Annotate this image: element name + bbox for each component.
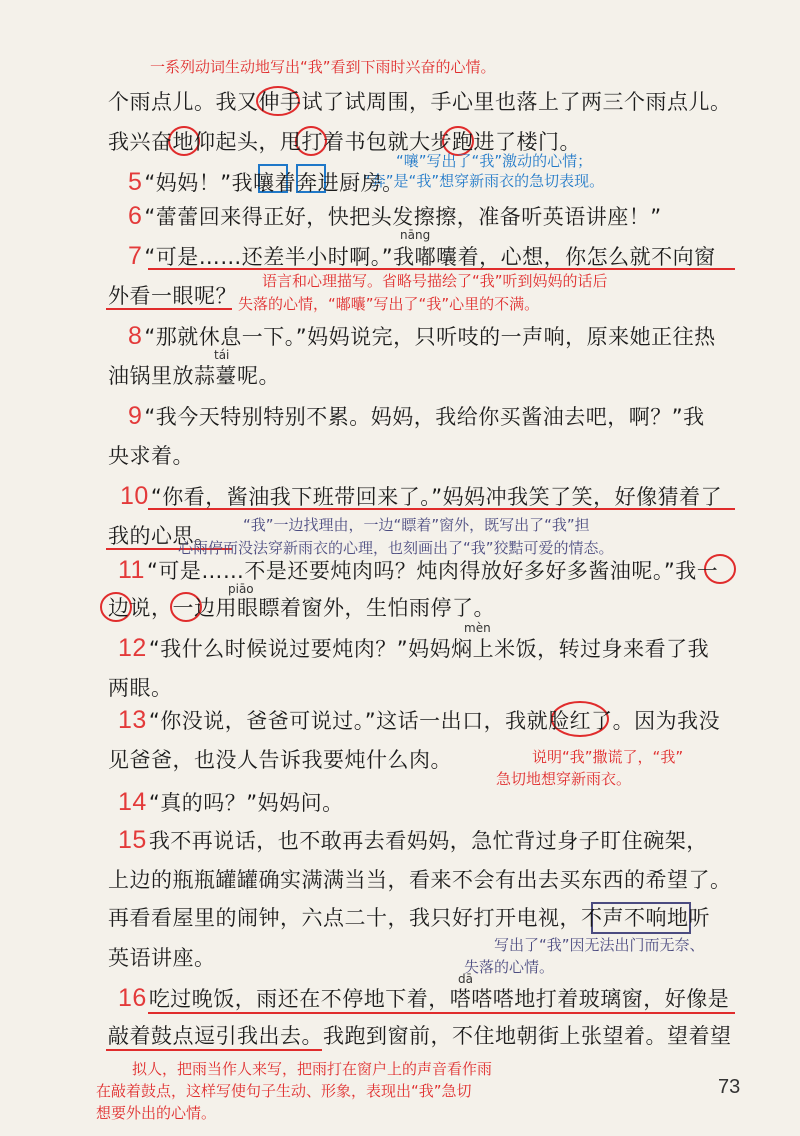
pinyin-annotation: mèn: [464, 621, 491, 635]
annotation-note: 在敲着鼓点，这样写使句子生动、形象，表现出“我”急切: [96, 1082, 472, 1100]
annotation-note: 失落的心情，“嘟囔”写出了“我”心里的不满。: [238, 295, 540, 313]
annotation-note: “奔”是“我”想穿新雨衣的急切表现。: [363, 172, 605, 190]
text-line: 外看一眼呢？: [108, 284, 237, 308]
paragraph-text: 吃过晚饭，雨还在不停地下着，嗒嗒嗒地打着玻璃窗，好像是: [148, 987, 730, 1011]
annotation-note: 语言和心理描写。省略号描绘了“我”听到妈妈的话后: [262, 272, 608, 290]
text-line: 见爸爸，也没人告诉我要炖什么肉。: [108, 748, 452, 772]
text-line: 个雨点儿。我又伸手试了试周围，手心里也落上了两三个雨点儿。: [108, 90, 732, 114]
paragraph-text: “可是……还差半小时啊。”我嘟囔着，心想，你怎么就不向窗: [144, 245, 716, 269]
paragraph-text: “妈妈！”我嚷着奔进厨房。: [144, 171, 404, 195]
text-line: 再看看屋里的闹钟，六点二十，我只好打开电视，不声不响地听: [108, 906, 710, 930]
paragraph-number: 5: [128, 168, 143, 196]
paragraph-text: “我今天特别特别不累。妈妈，我给你买酱油去吧，啊？”我: [144, 405, 705, 429]
annotation-note: 写出了“我”因无法出门而无奈、: [494, 936, 705, 954]
paragraph-number: 15: [118, 826, 147, 854]
paragraph-8: [128, 322, 716, 351]
annotation-note: 失落的心情。: [464, 958, 555, 976]
paragraph-text: “蕾蕾回来得正好，快把头发擦擦，准备听英语讲座！”: [144, 205, 662, 229]
paragraph-9: [128, 402, 705, 431]
annotation-note: 一系列动词生动地写出“我”看到下雨时兴奋的心情。: [150, 58, 496, 76]
paragraph-14: [118, 788, 344, 817]
paragraph-number: 13: [118, 706, 147, 734]
paragraph-6: [128, 202, 662, 231]
text-line: 英语讲座。: [108, 946, 216, 970]
pinyin-annotation: tái: [214, 348, 230, 362]
paragraph-text: “你没说，爸爸可说过。”这话一出口，我就脸红了。因为我没: [148, 709, 721, 733]
text-line: 我兴奋地仰起头，甩打着书包就大步跑进了楼门。: [108, 130, 581, 154]
text-line: 敲着鼓点逗引我出去。我跑到窗前，不住地朝街上张望着。望着望: [108, 1024, 732, 1048]
paragraph-number: 9: [128, 402, 143, 430]
paragraph-5: [128, 168, 404, 197]
paragraph-text: “我什么时候说过要炖肉？”妈妈焖上米饭，转过身来看了我: [148, 637, 710, 661]
paragraph-16: [118, 984, 729, 1013]
text-line: 两眼。: [108, 676, 173, 700]
paragraph-number: 14: [118, 788, 147, 816]
annotation-note: 心雨停而没法穿新雨衣的心理，也刻画出了“我”狡黠可爱的情态。: [178, 539, 614, 557]
pinyin-annotation: dā: [458, 972, 473, 986]
annotation-note: “嚷”写出了“我”激动的心情；: [396, 152, 593, 170]
pinyin-annotation: piāo: [228, 582, 254, 596]
annotation-note: 急切地想穿新雨衣。: [496, 770, 632, 788]
paragraph-13: [118, 706, 720, 735]
annotation-note: “我”一边找理由，一边“瞟着”窗外，既写出了“我”担: [243, 516, 590, 534]
paragraph-number: 16: [118, 984, 147, 1012]
paragraph-text: “那就休息一下。”妈妈说完，只听吱的一声响，原来她正往热: [144, 325, 716, 349]
paragraph-text: “可是……不是还要炖肉吗？炖肉得放好多好多酱油呢。”我一: [146, 559, 719, 583]
annotation-note: 说明“我”撒谎了，“我”: [532, 748, 684, 766]
annotation-note: 拟人，把雨当作人来写，把雨打在窗户上的声音看作雨: [132, 1060, 493, 1078]
paragraph-10: [120, 482, 722, 511]
pinyin-annotation: nāng: [400, 228, 431, 242]
paragraph-number: 12: [118, 634, 147, 662]
text-line: 央求着。: [108, 444, 194, 468]
text-line: 油锅里放蒜薹呢。: [108, 364, 280, 388]
text-line: 上边的瓶瓶罐罐确实满满当当，看来不会有出去买东西的希望了。: [108, 868, 732, 892]
paragraph-number: 8: [128, 322, 143, 350]
paragraph-11: [118, 556, 718, 585]
page-number: 73: [718, 1076, 741, 1098]
paragraph-number: 11: [118, 556, 145, 584]
paragraph-number: 7: [128, 242, 143, 270]
paragraph-text: “你看，酱油我下班带回来了。”妈妈冲我笑了笑，好像猜着了: [150, 485, 723, 509]
paragraph-number: 6: [128, 202, 143, 230]
paragraph-12: [118, 634, 709, 663]
paragraph-text: 我不再说话，也不敢再去看妈妈，急忙背过身子盯住碗架，: [148, 829, 708, 853]
text-line: 边说，一边用眼瞟着窗外，生怕雨停了。: [108, 596, 495, 620]
paragraph-15: [118, 826, 708, 855]
annotation-note: 想要外出的心情。: [96, 1104, 217, 1122]
paragraph-number: 10: [120, 482, 149, 510]
paragraph-7: [128, 242, 716, 271]
paragraph-text: “真的吗？”妈妈问。: [148, 791, 344, 815]
text-line: 我的心思。: [108, 524, 216, 548]
